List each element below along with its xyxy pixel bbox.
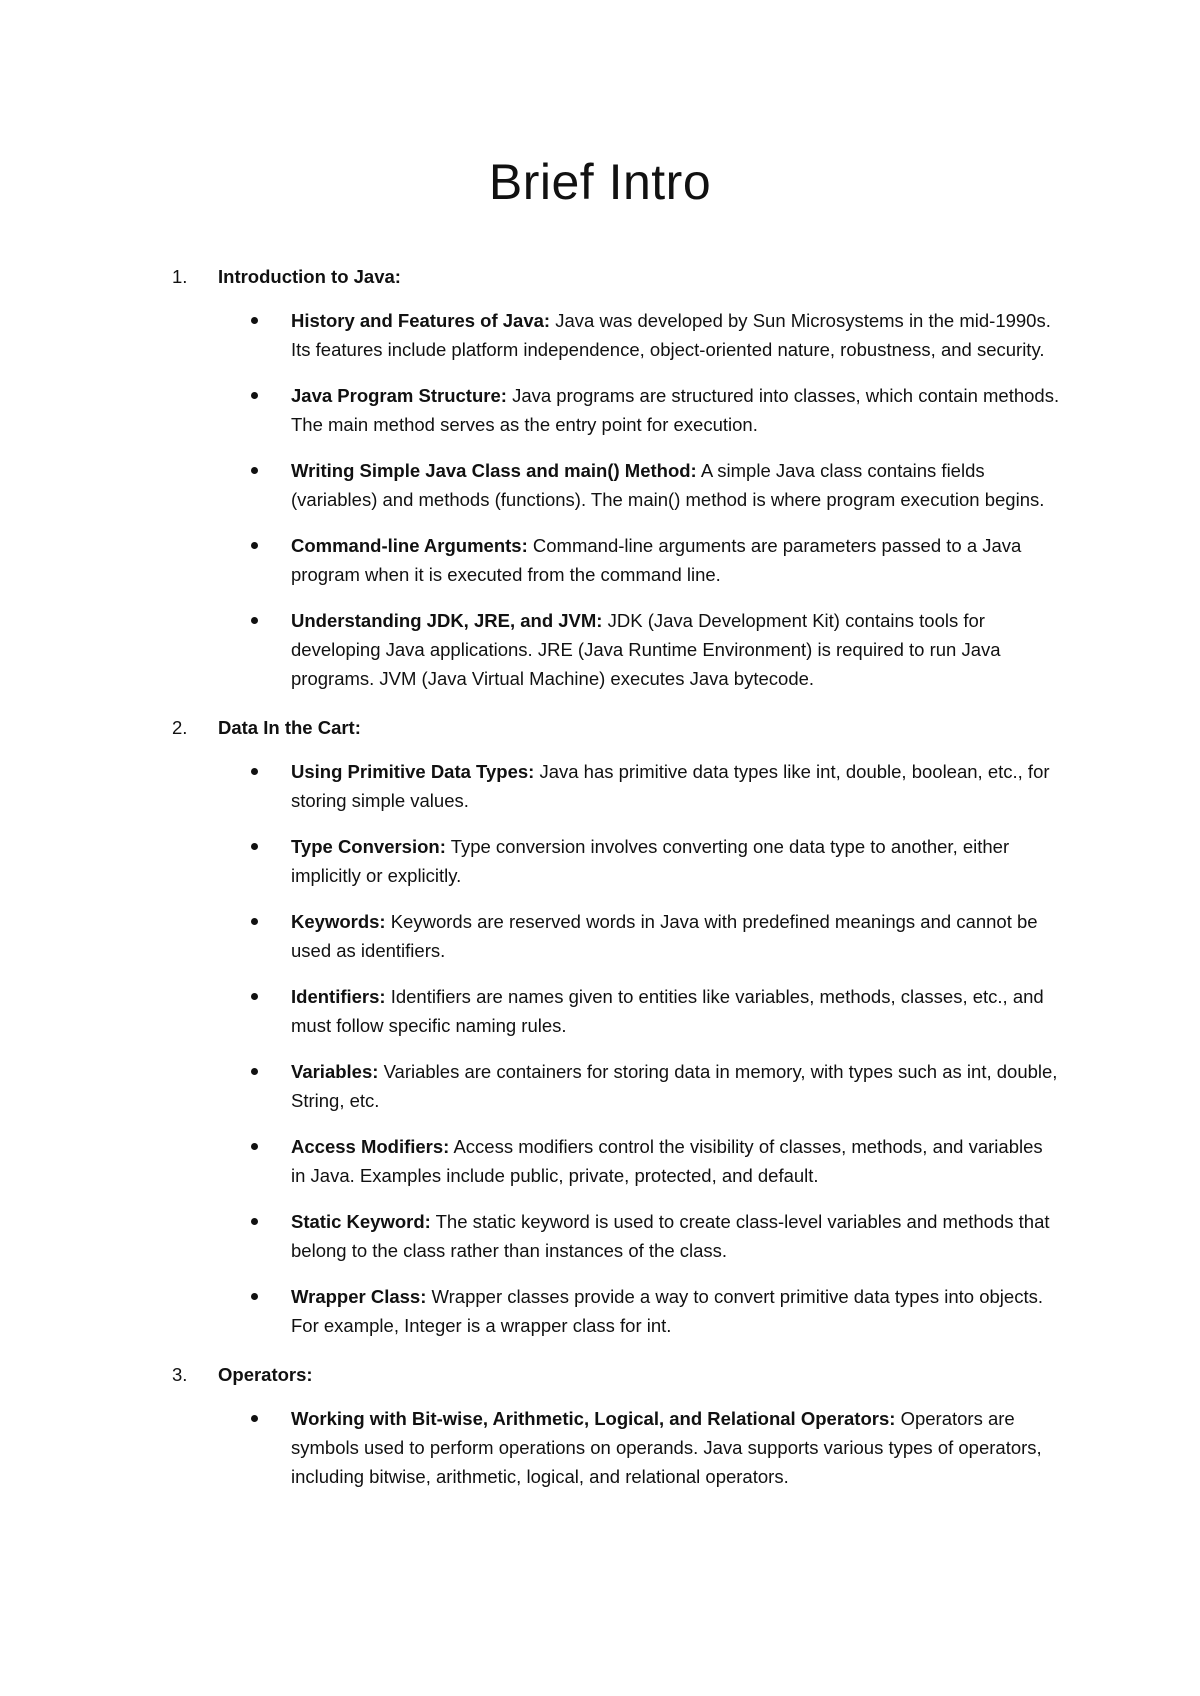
- bullet-icon: [251, 1218, 258, 1225]
- bullet-icon: [251, 392, 258, 399]
- bullet-text: Keywords are reserved words in Java with predefined meanings and cannot be used as identifiers.: [291, 911, 1038, 961]
- list-item: [0, 306, 1060, 364]
- bullet-icon: [251, 542, 258, 549]
- bullet-icon: [251, 317, 258, 324]
- section-heading: [0, 1360, 1200, 1390]
- bullet-icon: [251, 843, 258, 850]
- section-introduction-to-java: [0, 262, 1200, 693]
- bullet-term: Variables:: [291, 1061, 379, 1082]
- bullet-term: Using Primitive Data Types:: [291, 761, 535, 782]
- list-item: [0, 1404, 1060, 1491]
- bullet-term: Java Program Structure:: [291, 385, 507, 406]
- bullet-text: JDK (Java Development Kit) contains tools for developing Java applications. JRE (Java Runtime Environment) is required to run Java programs. JVM (Java Virtual Machine) executes Java bytecode.: [291, 610, 1001, 689]
- bullet-list: [0, 1404, 1200, 1491]
- list-item: [0, 1282, 1060, 1340]
- bullet-text: Java has primitive data types like int, double, boolean, etc., for storing simple values.: [291, 761, 1050, 811]
- bullet-term: Access Modifiers:: [291, 1136, 450, 1157]
- bullet-icon: [251, 1293, 258, 1300]
- bullet-icon: [251, 993, 258, 1000]
- bullet-icon: [251, 467, 258, 474]
- list-item: [0, 606, 1060, 693]
- list-item: [0, 1132, 1060, 1190]
- bullet-text: Operators are symbols used to perform operations on operands. Java supports various types of operators, including bitwise, arithmetic, logical, and relational operators.: [291, 1408, 1042, 1487]
- section-title: Data In the Cart:: [218, 717, 361, 738]
- section-heading: [0, 262, 1200, 292]
- section-number: 1.: [172, 266, 188, 287]
- bullet-icon: [251, 1415, 258, 1422]
- list-item: [0, 381, 1060, 439]
- section-heading: [0, 713, 1200, 743]
- bullet-term: Command-line Arguments:: [291, 535, 528, 556]
- page-title: Brief Intro: [488, 154, 712, 210]
- list-item: [0, 1207, 1060, 1265]
- bullet-text: Identifiers are names given to entities like variables, methods, classes, etc., and must follow specific naming rules.: [291, 986, 1044, 1036]
- section-number: 3.: [172, 1364, 188, 1385]
- bullet-term: Understanding JDK, JRE, and JVM:: [291, 610, 603, 631]
- list-item: [0, 907, 1060, 965]
- bullet-list: [0, 757, 1200, 1340]
- list-item: [0, 757, 1060, 815]
- list-item: [0, 832, 1060, 890]
- section-number: 2.: [172, 717, 188, 738]
- section-title: Operators:: [218, 1364, 313, 1385]
- bullet-text: Variables are containers for storing data in memory, with types such as int, double, String, etc.: [291, 1061, 1058, 1111]
- bullet-icon: [251, 1143, 258, 1150]
- bullet-term: Wrapper Class:: [291, 1286, 427, 1307]
- bullet-text: Wrapper classes provide a way to convert primitive data types into objects. For example, Integer is a wrapper class for int.: [291, 1286, 1043, 1336]
- bullet-list: [0, 306, 1200, 693]
- bullet-icon: [251, 617, 258, 624]
- section-data-in-the-cart: [0, 713, 1200, 1340]
- bullet-text: Command-line arguments are parameters passed to a Java program when it is executed from the command line.: [291, 535, 1022, 585]
- bullet-icon: [251, 768, 258, 775]
- section-title: Introduction to Java:: [218, 266, 401, 287]
- bullet-icon: [251, 1068, 258, 1075]
- list-item: [0, 1057, 1060, 1115]
- bullet-term: Identifiers:: [291, 986, 386, 1007]
- section-operators: [0, 1360, 1200, 1491]
- section-list: [0, 262, 1200, 1511]
- bullet-term: Writing Simple Java Class and main() Method:: [291, 460, 697, 481]
- list-item: [0, 982, 1060, 1040]
- bullet-term: Type Conversion:: [291, 836, 446, 857]
- bullet-term: Keywords:: [291, 911, 386, 932]
- bullet-icon: [251, 918, 258, 925]
- bullet-text: Type conversion involves converting one data type to another, either implicitly or explicitly.: [291, 836, 1010, 886]
- bullet-text: A simple Java class contains fields (variables) and methods (functions). The main() method is where program execution begins.: [291, 460, 1045, 510]
- bullet-text: Java was developed by Sun Microsystems in the mid-1990s. Its features include platform independence, object-oriented nature, robustness, and security.: [291, 310, 1051, 360]
- bullet-term: Static Keyword:: [291, 1211, 431, 1232]
- bullet-text: Java programs are structured into classes, which contain methods. The main method serves as the entry point for execution.: [291, 385, 1060, 435]
- bullet-text: Access modifiers control the visibility of classes, methods, and variables in Java. Examples include public, private, protected, and default.: [291, 1136, 1043, 1186]
- bullet-term: History and Features of Java:: [291, 310, 551, 331]
- list-item: [0, 456, 1060, 514]
- bullet-term: Working with Bit-wise, Arithmetic, Logical, and Relational Operators:: [291, 1408, 896, 1429]
- bullet-text: The static keyword is used to create class-level variables and methods that belong to the class rather than instances of the class.: [291, 1211, 1050, 1261]
- list-item: [0, 531, 1060, 589]
